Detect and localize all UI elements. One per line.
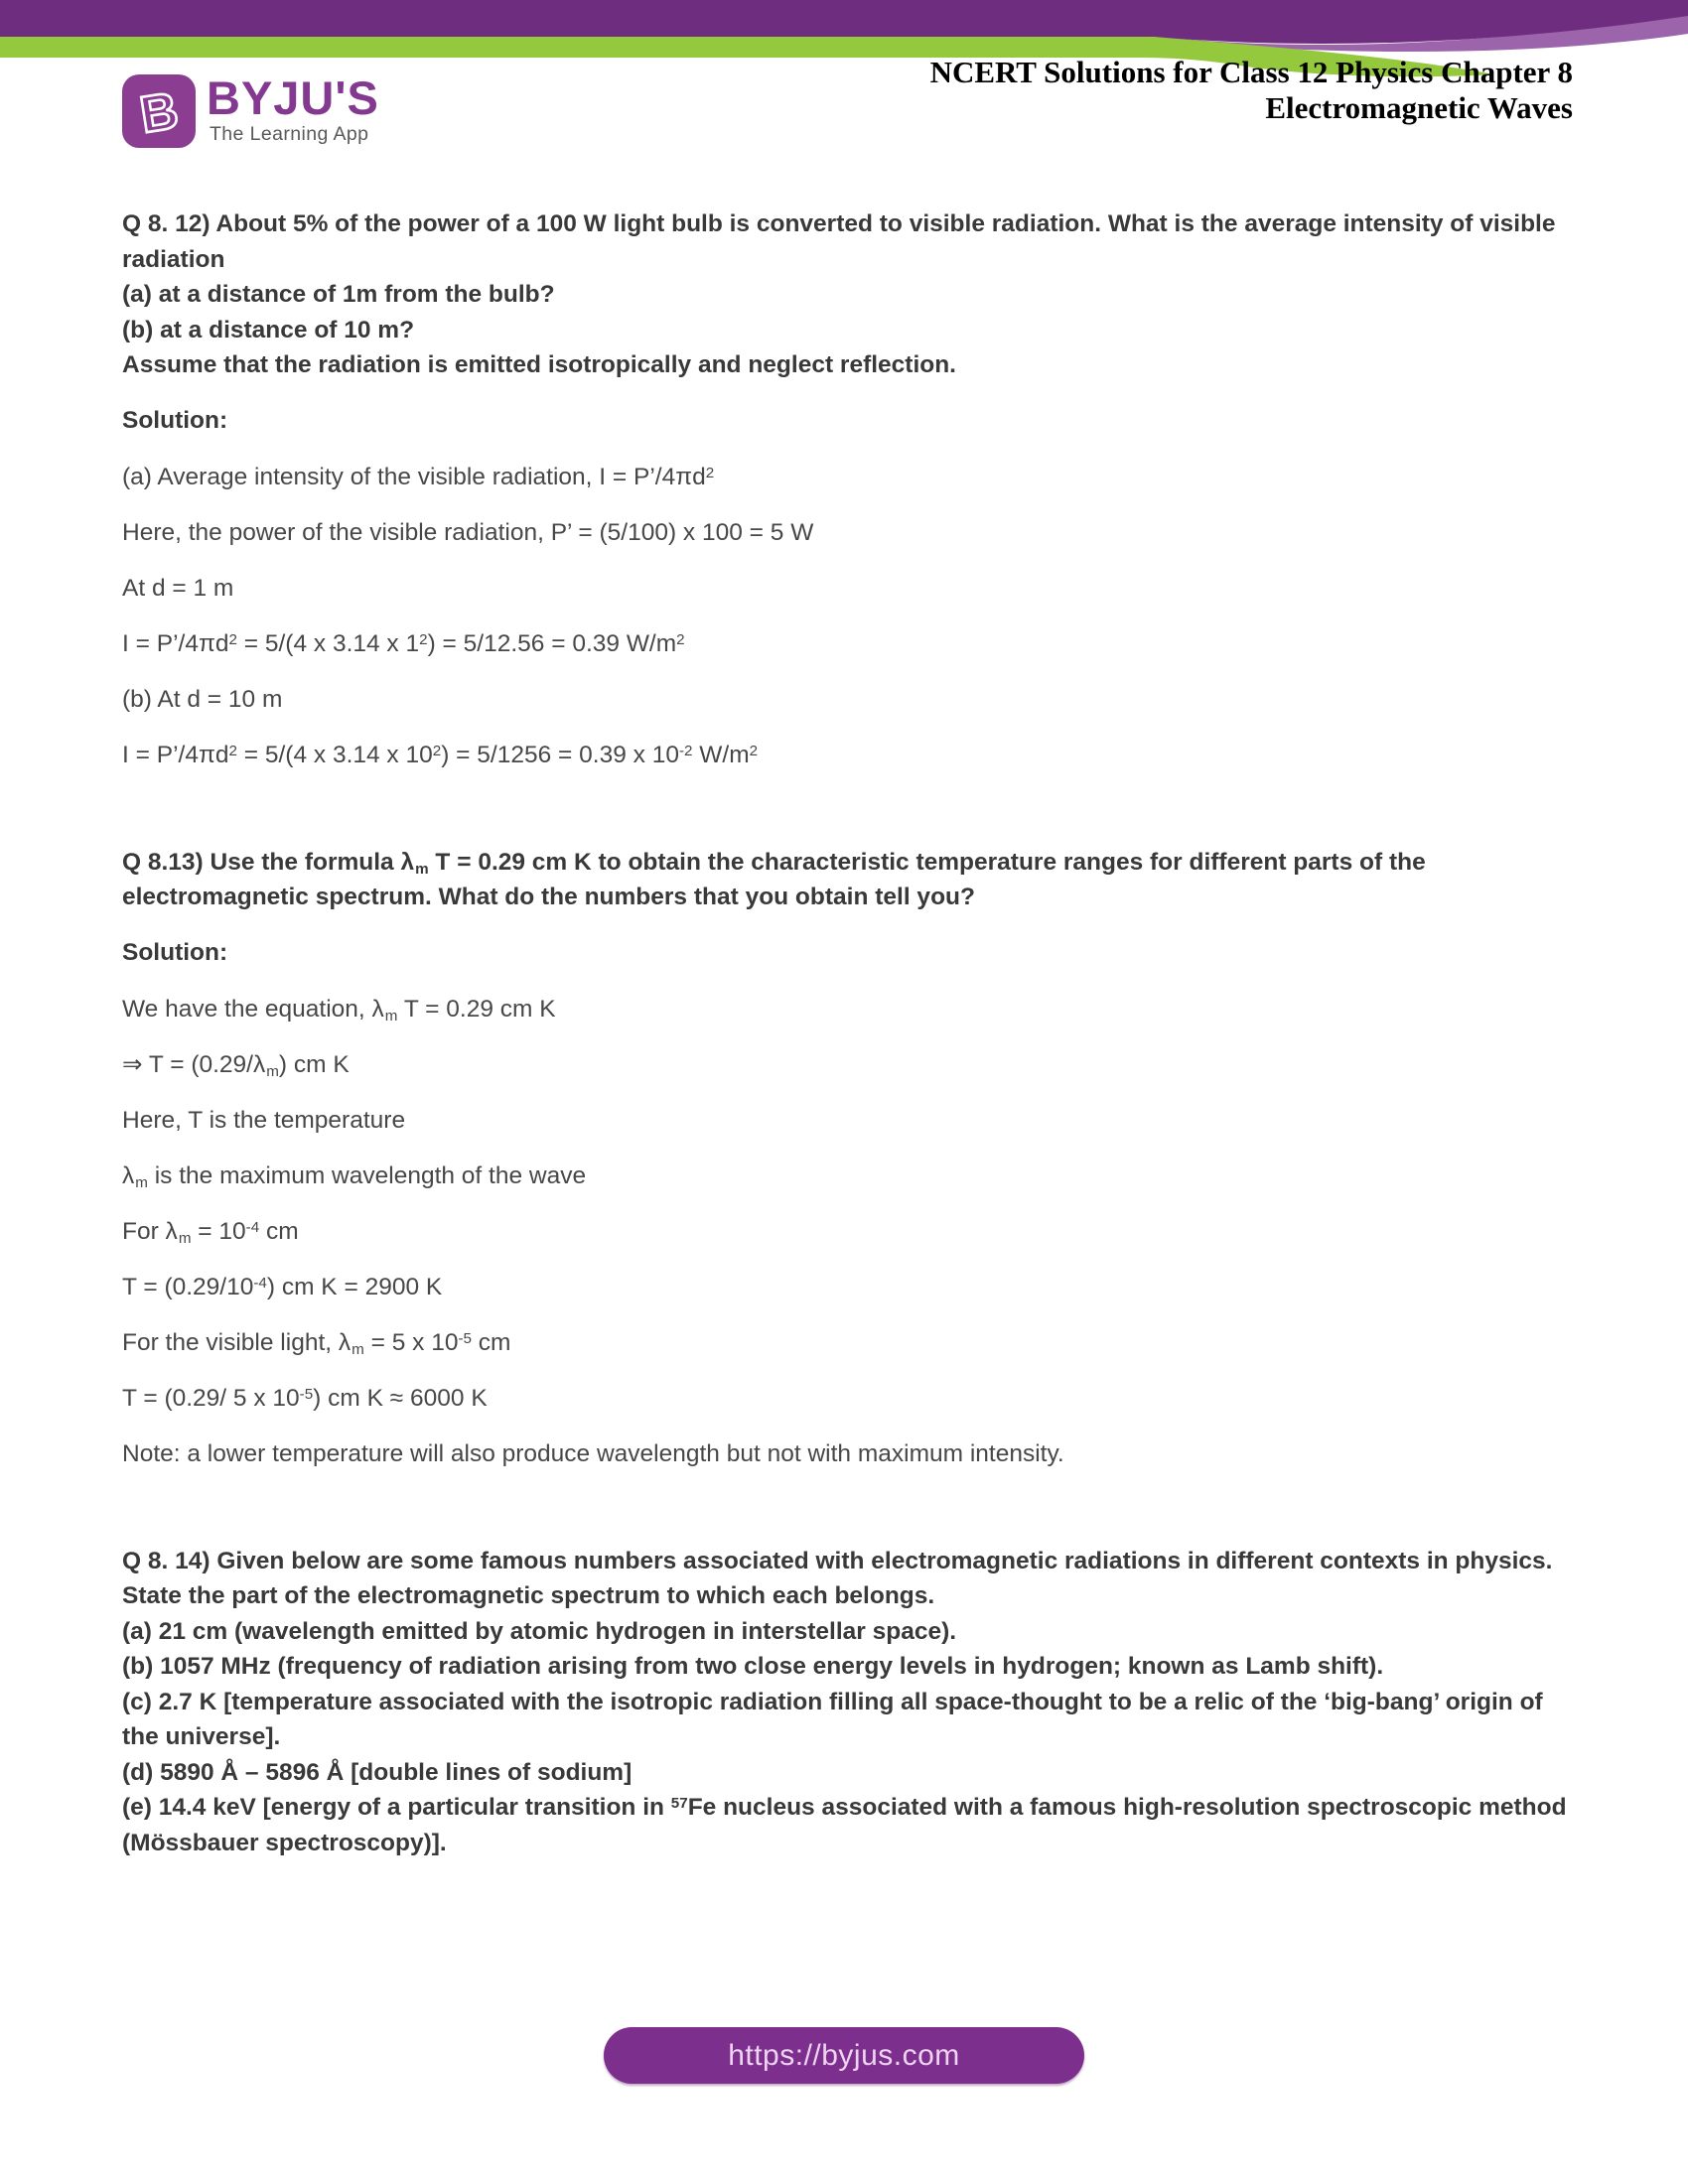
solution-line: We have the equation, λm T = 0.29 cm K <box>122 995 556 1024</box>
question-8-14: Q 8. 14) Given below are some famous numbers associated with electromagnetic radiations in different contexts in physics. State the part of the electromagnetic spectrum to which each belongs. (a) 21 cm (wavelength emitted by atomic hydrogen in interstellar space). (b) 1057 MHz (frequency of radiation arising from two close energy levels in hydrogen; known as Lamb shift). (c) 2.7 K [temperature associated with the isotropic radiation filling all space-thought to be a relic of the ‘big-bang’ origin of the universe]. (d) 5890 Å – 5896 Å [double lines of sodium] (e) 14.4 keV [energy of a particular transition in $^{57}$Fe nucleus associated with a famous high-resolution spectroscopic method (Mössbauer spectroscopy)]. <box>122 1547 1567 1856</box>
solution-line: $I = P’/4\pi d^2 = 5/(4$ x 3.14 x $10^2) = 5/1256 = 0.39$ x $10^{-2}$ $W/m^2$ <box>122 741 759 768</box>
solution-line: Here, the power of the visible radiation, P’ = (5/100) x 100 = 5 W <box>122 518 814 546</box>
page-title-line1: NCERT Solutions for Class 12 Physics Chapter 8 <box>929 55 1573 89</box>
solution-line: For the visible light, λm = 5 x $10^{-5}$ cm <box>122 1328 511 1358</box>
solution-line: Here, T is the temperature <box>122 1106 406 1134</box>
solution-line: T = (0.29/ 5 x $10^{-5}$) cm K ≈ 6000 K <box>122 1384 488 1412</box>
question-8-12: Q 8. 12) About 5% of the power of a 100 W light bulb is converted to visible radiation. What is the average intensity of visible radiation (a) at a distance of 1m from the bulb? (b) at a distance of 10 m? Assume that the radiation is emitted isotropically and neglect reflection. <box>122 210 1556 378</box>
solution-label: Solution: <box>122 406 228 434</box>
byjus-logo <box>121 73 379 149</box>
solution-label: Solution: <box>122 938 228 966</box>
solution-line: For $\lambda m = 10^{-4}$ cm <box>122 1217 299 1247</box>
byjus-logo-badge-icon <box>121 73 197 149</box>
solution-line: $I = P’/4\pi d^2 = 5/(4$ x 3.14 x $1^2) = 5/12.56 = 0.39$ $W/m^2$ <box>122 629 685 657</box>
page-title-line2: Electromagnetic Waves <box>1265 90 1573 125</box>
page-title <box>930 55 1573 126</box>
logo-wordmark: BYJU'S <box>207 71 379 124</box>
solution-line: Note: a lower temperature will also produce wavelength but not with maximum intensity. <box>122 1439 1064 1467</box>
question-8-13: Q 8.13) Use the formula λm T = 0.29 cm K to obtain the characteristic temperature ranges for different parts of the electromagnetic spectrum. What do the numbers that you obtain tell you? <box>122 848 1426 910</box>
spacer <box>122 793 1574 845</box>
solution-line: λm is the maximum wavelength of the wave <box>122 1161 587 1191</box>
solution-line: $T = (0.29/10^{-4})$ cm K = 2900 K <box>122 1273 443 1300</box>
solution-line: At d = 1 m <box>122 574 234 602</box>
logo-tagline: The Learning App <box>210 123 369 145</box>
spacer <box>122 1492 1574 1544</box>
solution-line: ⇒ T = (0.29/λm) cm K <box>122 1050 350 1080</box>
svg-text:B: B <box>136 81 183 145</box>
document-body <box>122 206 1574 1880</box>
solution-line: (a) Average intensity of the visible radiation, $I = P’/4\pi d^2$ <box>122 463 715 490</box>
solution-line: (b) At d = 10 m <box>122 685 283 713</box>
footer-url-pill[interactable] <box>604 2027 1084 2084</box>
footer-url-text: https://byjus.com <box>728 2038 960 2072</box>
